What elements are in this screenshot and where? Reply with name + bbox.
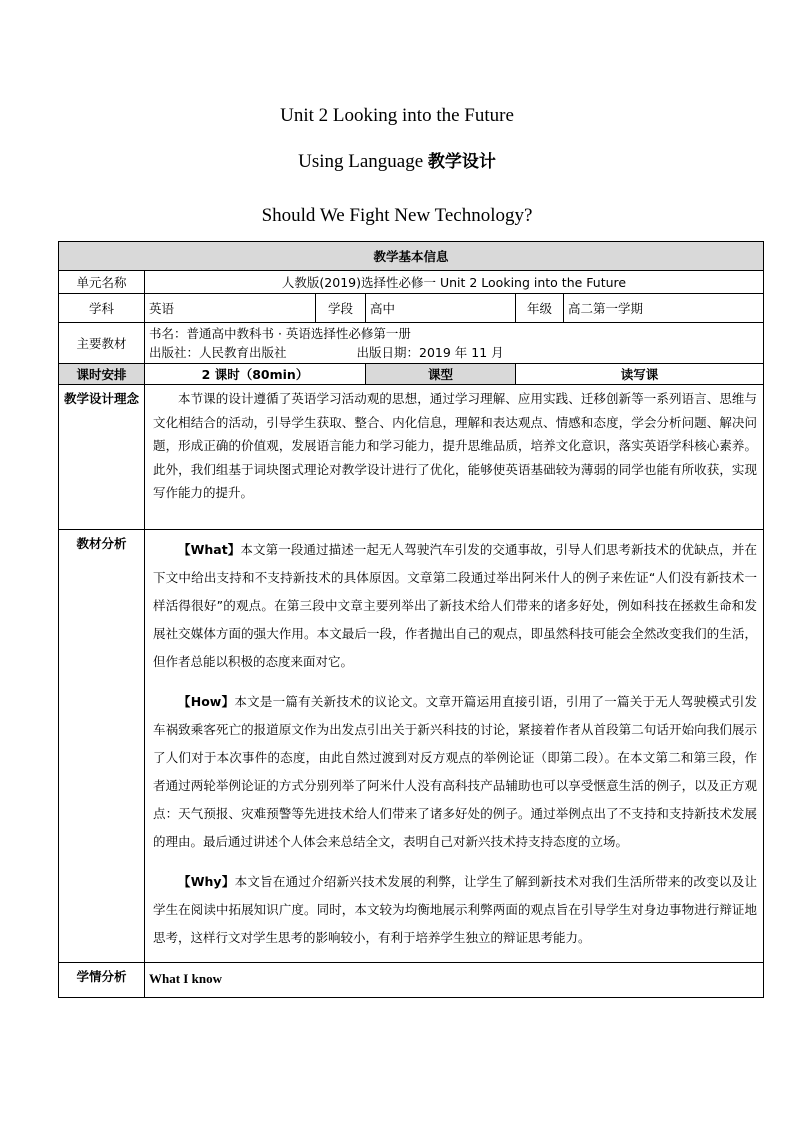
table-header: 教学基本信息 (59, 242, 764, 271)
analysis-label: 教材分析 (59, 530, 145, 963)
textbook-title: 书名：普通高中教科书 · 英语选择性必修第一册 (149, 326, 411, 341)
philosophy-cell (145, 385, 764, 530)
why-text: 本文旨在通过介绍新兴技术发展的利弊，让学生了解到新技术对我们生活所带来的改变以及让学生在阅读中拓展知识广度。同时，本文较为均衡地展示利弊两面的观点旨在引导学生对身边事物进行辩证地思考，这样行文对学生思考的影响较小，有利于培养学生独立的辩证思考能力。 (153, 874, 758, 945)
grade-value: 高二第一学期 (564, 294, 764, 323)
unit-label: 单元名称 (59, 271, 145, 294)
schedule-value: 2 课时（80min） (145, 364, 366, 385)
subject-value: 英语 (145, 294, 316, 323)
philosophy-label: 教学设计理念 (59, 385, 145, 530)
subject-label: 学科 (59, 294, 145, 323)
type-value: 读写课 (516, 364, 764, 385)
philosophy-text: 本节课的设计遵循了英语学习活动观的思想，通过学习理解、应用实践、迁移创新等一系列语言、思维与文化相结合的活动，引导学生获取、整合、内化信息，理解和表达观点、情感和态度，学会分析问题、解决问题，形成正确的价值观，发展语言能力和学习能力，提升思维品质，培养文化意识，落实英语学科核心素养。此外，我们组基于词块图式理论对教学设计进行了优化，能够使英语基础较为薄弱的同学也能有所收获，实现写作能力的提升。 (153, 391, 758, 500)
type-label: 课型 (366, 364, 516, 385)
what-tag: 【What】 (178, 542, 241, 557)
why-tag: 【Why】 (178, 874, 235, 889)
analysis-cell (145, 530, 764, 963)
unit-value: 人教版(2019)选择性必修一 Unit 2 Looking into the Future (145, 271, 764, 294)
schedule-label: 课时安排 (59, 364, 145, 385)
lesson-title-cn: 教学设计 (427, 152, 496, 172)
passage-title: Should We Fight New Technology? (261, 205, 533, 226)
unit-title: Unit 2 Looking into the Future (280, 105, 514, 126)
stage-value: 高中 (366, 294, 516, 323)
how-tag: 【How】 (178, 694, 235, 709)
textbook-date: 出版日期：2019 年 11 月 (356, 345, 504, 360)
how-paragraph (153, 688, 757, 856)
learner-label: 学情分析 (59, 963, 145, 998)
lesson-title-en: Using Language (298, 151, 424, 172)
why-paragraph (153, 868, 757, 952)
stage-label: 学段 (316, 294, 366, 323)
textbook-label: 主要教材 (59, 323, 145, 364)
lesson-title (0, 147, 794, 173)
lesson-info-table (58, 241, 764, 998)
textbook-publisher-line (149, 343, 759, 362)
learner-value: What I know (145, 963, 764, 998)
what-paragraph (153, 536, 757, 676)
what-text: 本文第一段通过描述一起无人驾驶汽车引发的交通事故，引导人们思考新技术的优缺点，并在下文中给出支持和不支持新技术的具体原因。文章第二段通过举出阿米什人的例子来佐证“人们没有新技术一样活得很好”的观点。在第三段中文章主要列举出了新技术给人们带来的诸多好处，例如科技在拯救生命和发展社交媒体方面的强大作用。本文最后一段，作者抛出自己的观点，即虽然科技可能会全然改变我们的生活，但作者总能以积极的态度来面对它。 (153, 542, 758, 669)
grade-label: 年级 (516, 294, 564, 323)
textbook-info (145, 323, 764, 364)
textbook-publisher: 出版社：人民教育出版社 (149, 345, 287, 360)
how-text: 本文是一篇有关新技术的议论文。文章开篇运用直接引语，引用了一篇关于无人驾驶模式引发车祸致乘客死亡的报道原文作为出发点引出关于新兴科技的讨论，紧接着作者从首段第二句话开始向我们展示了人们对于本次事件的态度，由此自然过渡到对反方观点的举例论证（即第二段）。在本文第二和第三段，作者通过两轮举例论证的方式分别列举了阿米什人没有高科技产品辅助也可以享受惬意生活的例子，以及正方观点：天气预报、灾难预警等先进技术给人们带来了诸多好处的例子。通过举例点出了不支持和支持新技术发展的理由。最后通过讲述个人体会来总结全文，表明自己对新兴技术持支持态度的立场。 (153, 694, 758, 849)
